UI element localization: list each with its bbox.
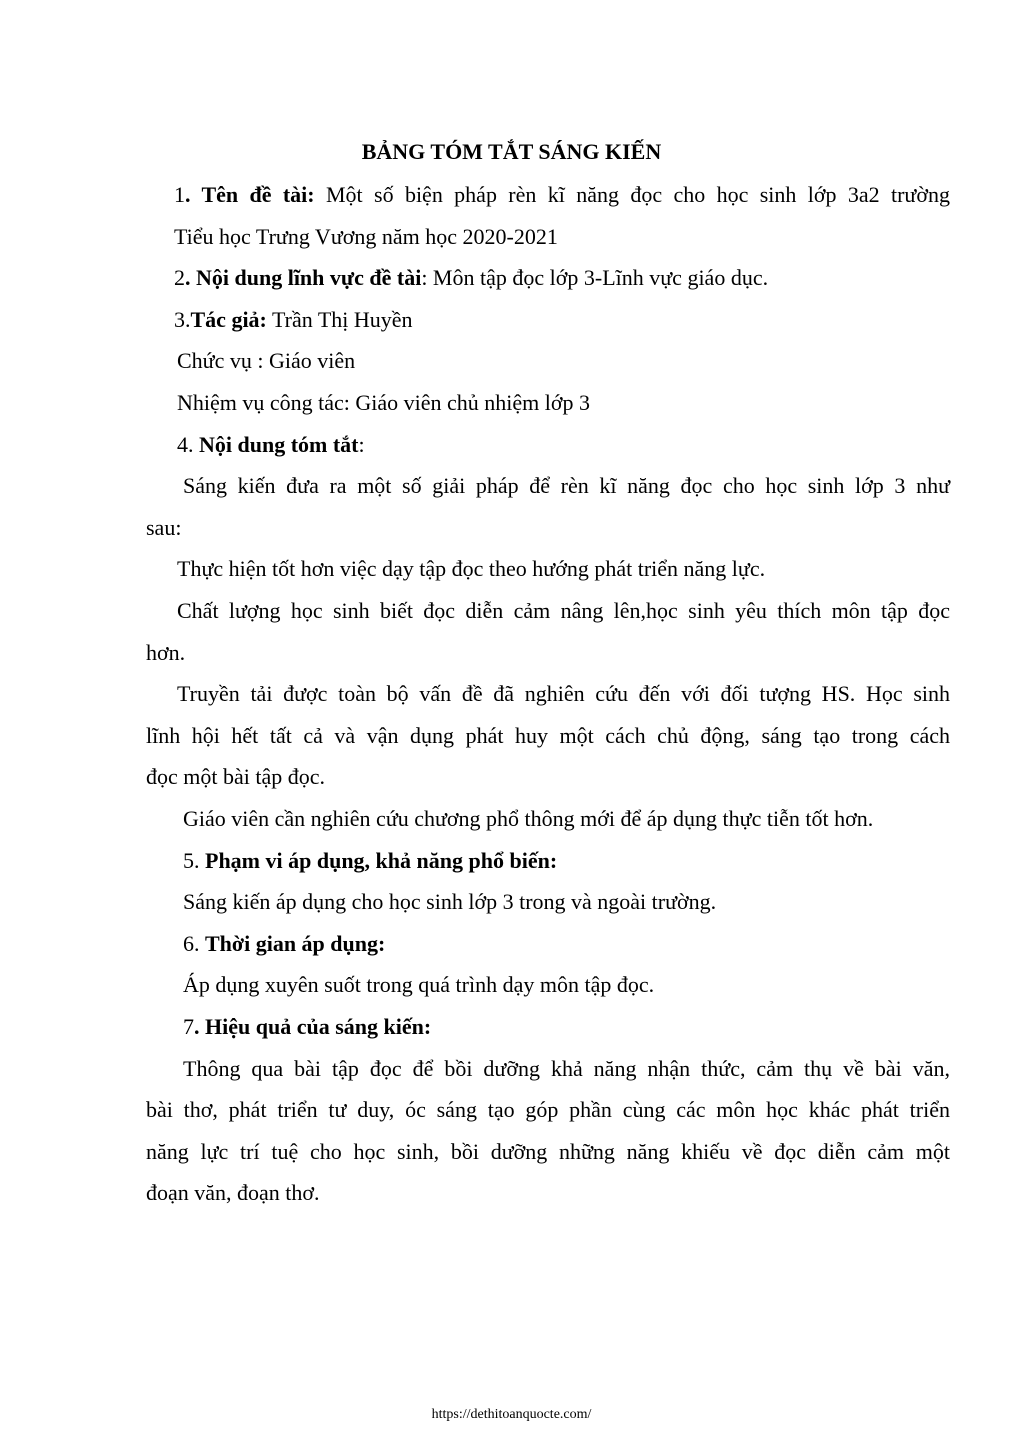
section-5-text: Sáng kiến áp dụng cho học sinh lớp 3 trong và ngoài trường.	[183, 889, 717, 914]
section-2-line	[174, 264, 768, 292]
summary-p5: Giáo viên cần nghiên cứu chương phổ thông mới để áp dụng thực tiễn tốt hơn.	[183, 806, 874, 831]
section-4-label: Nội dung tóm tắt	[199, 432, 359, 457]
section-6-text: Áp dụng xuyên suốt trong quá trình dạy môn tập đọc.	[183, 972, 655, 997]
effect-p-line-2: bài thơ, phát triển tư duy, óc sáng tạo góp phần cùng các môn học khác phát triển	[146, 1097, 950, 1122]
summary-p3-line-2: hơn.	[146, 640, 186, 665]
section-1-label: . Tên đề tài:	[185, 182, 315, 207]
section-2-text: : Môn tập đọc lớp 3-Lĩnh vực giáo dục.	[421, 265, 769, 290]
summary-p4-line-2: lĩnh hội hết tất cả và vận dụng phát huy một cách chủ động, sáng tạo trong cách	[146, 723, 950, 748]
section-1-line-2: Tiểu học Trưng Vương năm học 2020-2021	[174, 224, 558, 249]
section-3-label: Tác giả:	[190, 307, 267, 332]
section-3-line	[174, 306, 413, 334]
section-6-number: 6.	[183, 931, 205, 956]
effect-p-line-3: năng lực trí tuệ cho học sinh, bồi dưỡng những năng khiếu về đọc diễn cảm một	[146, 1139, 950, 1164]
section-4-number: 4.	[177, 432, 199, 457]
section-5-label: Phạm vi áp dụng, khả năng phổ biến:	[205, 848, 558, 873]
section-1-line-1	[174, 181, 950, 209]
effect-p-line-4: đoạn văn, đoạn thơ.	[146, 1180, 320, 1205]
summary-p1-line-2: sau:	[146, 515, 182, 540]
section-2-label: . Nội dung lĩnh vực đề tài	[185, 265, 422, 290]
section-3-number: 3.	[174, 307, 191, 332]
author-position: Chức vụ : Giáo viên	[177, 348, 356, 373]
section-6-label: Thời gian áp dụng:	[205, 931, 386, 956]
summary-p3-line-1: Chất lượng học sinh biết đọc diễn cảm nâng lên,học sinh yêu thích môn tập đọc	[177, 598, 950, 623]
summary-p4-line-1: Truyền tải được toàn bộ vấn đề đã nghiên cứu đến với đối tượng HS. Học sinh	[177, 681, 950, 706]
section-2-number: 2	[174, 265, 185, 290]
section-6-heading	[183, 930, 385, 958]
section-4-colon: :	[358, 432, 365, 457]
section-4-heading	[177, 431, 365, 459]
author-name: Trần Thị Huyền	[266, 307, 413, 332]
section-7-heading	[183, 1013, 431, 1041]
section-5-heading	[183, 847, 557, 875]
summary-p2: Thực hiện tốt hơn việc dạy tập đọc theo hướng phát triển năng lực.	[177, 556, 766, 581]
summary-p4-line-3: đọc một bài tập đọc.	[146, 764, 326, 789]
section-5-number: 5.	[183, 848, 205, 873]
section-1-number: 1	[174, 182, 185, 207]
page-title: BẢNG TÓM TẮT SÁNG KIẾN	[361, 139, 662, 164]
section-1-text: Một số biện pháp rèn kĩ năng đọc cho học sinh lớp 3a2 trường	[314, 182, 950, 207]
section-7-number: 7	[183, 1014, 194, 1039]
author-duty: Nhiệm vụ công tác: Giáo viên chủ nhiệm lớp 3	[177, 390, 591, 415]
effect-p-line-1: Thông qua bài tập đọc để bồi dưỡng khả năng nhận thức, cảm thụ về bài văn,	[183, 1056, 950, 1081]
footer-url: https://dethitoanquocte.com/	[431, 1407, 592, 1422]
section-7-label: . Hiệu quả của sáng kiến:	[194, 1014, 432, 1039]
summary-p1-line-1: Sáng kiến đưa ra một số giải pháp để rèn kĩ năng đọc cho học sinh lớp 3 như	[183, 473, 950, 498]
